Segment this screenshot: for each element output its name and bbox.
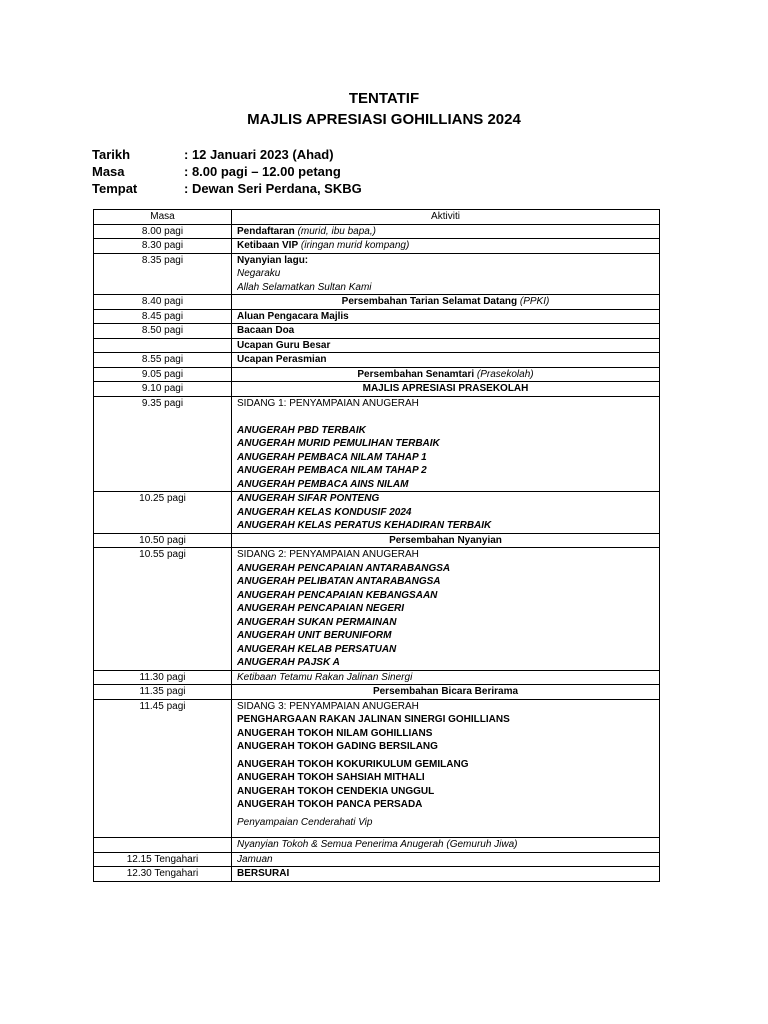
document-subtitle: MAJLIS APRESIASI GOHILLIANS 2024	[247, 111, 521, 128]
row-activity	[232, 838, 660, 853]
award-line: ANUGERAH PENCAPAIAN ANTARABANGSA	[237, 562, 451, 574]
row-activity	[232, 533, 660, 548]
row-activity	[232, 548, 660, 671]
activity-bold: Persembahan Senamtari	[357, 368, 475, 380]
award-line: ANUGERAH TOKOH KOKURIKULUM GEMILANG	[237, 758, 469, 770]
info-row-masa	[92, 163, 362, 180]
award-line: ANUGERAH TOKOH SAHSIAH MITHALI	[237, 772, 425, 783]
award-line: ANUGERAH PEMBACA NILAM TAHAP 1	[237, 451, 427, 463]
tarikh-value: : 12 Januari 2023 (Ahad)	[184, 147, 334, 162]
session-heading: SIDANG 3: PENYAMPAIAN ANUGERAH	[237, 700, 419, 712]
row-time: 8.40 pagi	[94, 295, 232, 310]
row-activity	[232, 685, 660, 700]
activity-bold: Pendaftaran	[237, 225, 295, 237]
row-time: 9.35 pagi	[94, 396, 232, 492]
activity-note: (PPKI)	[519, 296, 550, 307]
row-activity	[232, 353, 660, 368]
row-activity	[232, 382, 660, 397]
row-time: 10.50 pagi	[94, 533, 232, 548]
table-header-row	[94, 210, 660, 225]
row-time: 11.35 pagi	[94, 685, 232, 700]
activity-bold: Persembahan Bicara Berirama	[372, 686, 519, 697]
award-line: ANUGERAH PBD TERBAIK	[237, 424, 366, 436]
table-row	[94, 396, 660, 492]
info-row-tempat	[92, 180, 362, 197]
table-row	[94, 324, 660, 339]
row-time	[94, 838, 232, 853]
award-line: ANUGERAH TOKOH NILAM GOHILLIANS	[237, 727, 433, 739]
schedule-table	[93, 209, 660, 882]
award-line: ANUGERAH PEMBACA NILAM TAHAP 2	[237, 465, 427, 476]
column-header-aktiviti: Aktiviti	[232, 210, 660, 225]
activity-bold: Persembahan Nyanyian	[389, 534, 502, 546]
activity-note: (murid, ibu bapa,)	[297, 225, 376, 237]
activity-note: (iringan murid kompang)	[300, 240, 410, 251]
activity-bold: BERSURAI	[237, 868, 290, 879]
tempat-label: Tempat	[92, 181, 138, 196]
award-line: ANUGERAH TOKOH GADING BERSILANG	[237, 741, 438, 752]
table-row	[94, 492, 660, 534]
activity-note: Ketibaan Tetamu Rakan Jalinan Sinergi	[237, 671, 413, 683]
row-time: 9.05 pagi	[94, 367, 232, 382]
session-heading: SIDANG 2: PENYAMPAIAN ANUGERAH	[237, 549, 419, 560]
award-line: ANUGERAH MURID PEMULIHAN TERBAIK	[237, 438, 440, 449]
award-line: ANUGERAH PENCAPAIAN NEGERI	[237, 603, 405, 614]
activity-bold: Bacaan Doa	[237, 325, 295, 336]
award-line: ANUGERAH PAJSK A	[237, 657, 340, 668]
award-line: ANUGERAH SIFAR PONTENG	[237, 493, 380, 504]
row-time: 12.15 Tengahari	[94, 852, 232, 867]
award-line: ANUGERAH SUKAN PERMAINAN	[237, 616, 397, 628]
award-line: ANUGERAH KELAS KONDUSIF 2024	[237, 506, 412, 518]
table-row	[94, 548, 660, 671]
row-time: 10.55 pagi	[94, 548, 232, 671]
table-row	[94, 852, 660, 867]
session-heading: SIDANG 1: PENYAMPAIAN ANUGERAH	[237, 397, 419, 409]
table-row	[94, 224, 660, 239]
award-line: ANUGERAH PENCAPAIAN KEBANGSAAN	[237, 589, 438, 601]
table-row	[94, 670, 660, 685]
row-time: 8.30 pagi	[94, 239, 232, 254]
table-row	[94, 699, 660, 838]
table-row	[94, 838, 660, 853]
row-activity	[232, 224, 660, 239]
activity-note: Nyanyian Tokoh & Semua Penerima Anugerah (Gemuruh Jiwa)	[237, 839, 518, 850]
row-time: 8.45 pagi	[94, 309, 232, 324]
tempat-value: : Dewan Seri Perdana, SKBG	[184, 181, 362, 196]
row-time: 11.45 pagi	[94, 699, 232, 838]
award-line: ANUGERAH PEMBACA AINS NILAM	[237, 478, 409, 490]
row-time: 8.55 pagi	[94, 353, 232, 368]
masa-value: : 8.00 pagi – 12.00 petang	[184, 164, 341, 179]
row-activity	[232, 338, 660, 353]
activity-bold: Ucapan Perasmian	[237, 354, 327, 365]
table-row	[94, 367, 660, 382]
activity-bold: Ucapan Guru Besar	[237, 339, 331, 351]
event-info	[92, 146, 362, 197]
row-activity	[232, 492, 660, 534]
row-time: 8.00 pagi	[94, 224, 232, 239]
table-row	[94, 239, 660, 254]
column-header-masa: Masa	[94, 210, 232, 225]
spacer	[237, 829, 654, 837]
award-line: ANUGERAH TOKOH CENDEKIA UNGGUL	[237, 785, 435, 797]
table-row	[94, 867, 660, 882]
row-time	[94, 338, 232, 353]
activity-line: Allah Selamatkan Sultan Kami	[237, 281, 372, 293]
table-row	[94, 295, 660, 310]
row-activity	[232, 396, 660, 492]
activity-line: Negaraku	[237, 268, 281, 279]
row-activity	[232, 852, 660, 867]
award-line: ANUGERAH PELIBATAN ANTARABANGSA	[237, 576, 441, 587]
activity-note: (Prasekolah)	[476, 368, 534, 380]
row-time: 11.30 pagi	[94, 670, 232, 685]
row-activity	[232, 309, 660, 324]
award-line: ANUGERAH KELAS PERATUS KEHADIRAN TERBAIK	[237, 520, 492, 531]
award-line: PENGHARGAAN RAKAN JALINAN SINERGI GOHILLIANS	[237, 714, 510, 725]
table-row	[94, 253, 660, 295]
award-line: ANUGERAH UNIT BERUNIFORM	[237, 630, 392, 641]
activity-bold: Persembahan Tarian Selamat Datang	[341, 296, 518, 307]
activity-bold: Ketibaan VIP	[237, 240, 299, 251]
row-activity	[232, 367, 660, 382]
table-row	[94, 338, 660, 353]
row-activity	[232, 670, 660, 685]
award-line: ANUGERAH KELAB PERSATUAN	[237, 643, 397, 655]
row-time: 8.35 pagi	[94, 253, 232, 295]
table-row	[94, 685, 660, 700]
table-row	[94, 382, 660, 397]
row-activity	[232, 324, 660, 339]
activity-bold: Aluan Pengacara Majlis	[237, 310, 349, 322]
activity-note: Jamuan	[237, 853, 273, 865]
row-time: 8.50 pagi	[94, 324, 232, 339]
document-title: TENTATIF	[348, 90, 420, 107]
masa-label: Masa	[92, 164, 125, 179]
info-row-tarikh	[92, 146, 362, 163]
activity-bold: Nyanyian lagu:	[237, 254, 309, 266]
tarikh-label: Tarikh	[92, 147, 131, 162]
award-line: ANUGERAH TOKOH PANCA PERSADA	[237, 799, 423, 810]
row-activity	[232, 253, 660, 295]
table-row	[94, 309, 660, 324]
row-time: 9.10 pagi	[94, 382, 232, 397]
row-activity	[232, 295, 660, 310]
row-activity	[232, 699, 660, 838]
activity-bold: MAJLIS APRESIASI PRASEKOLAH	[362, 383, 529, 394]
row-activity	[232, 867, 660, 882]
row-time: 12.30 Tengahari	[94, 867, 232, 882]
row-time: 10.25 pagi	[94, 492, 232, 534]
row-activity	[232, 239, 660, 254]
table-row	[94, 353, 660, 368]
spacer	[237, 410, 654, 424]
table-row	[94, 533, 660, 548]
activity-note: Penyampaian Cenderahati Vip	[237, 816, 373, 828]
